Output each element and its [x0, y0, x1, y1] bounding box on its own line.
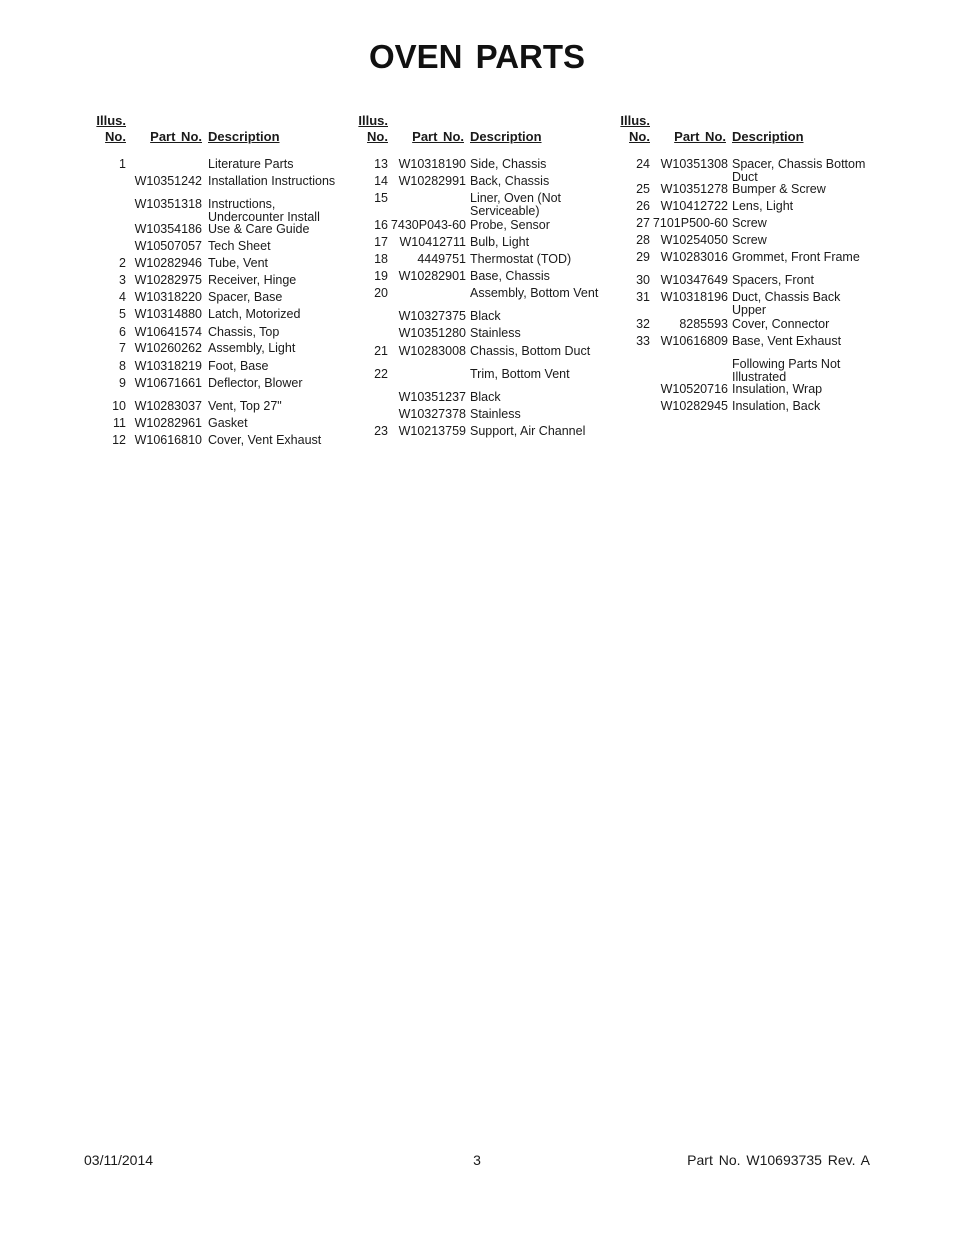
part-no-cell: W10283008 — [398, 344, 466, 358]
description-cell: Insulation, Back — [732, 399, 821, 413]
description-cell: Trim, Bottom Vent — [470, 367, 570, 381]
illus-header-line2: No. — [367, 129, 388, 144]
part-no-cell: W10351318 — [134, 197, 202, 211]
illus-no-cell: 10 — [112, 399, 126, 413]
part-no-cell: W10616810 — [134, 433, 202, 447]
description-cell: Stainless — [470, 407, 521, 421]
part-no-cell: W10318219 — [134, 359, 202, 373]
part-no-cell: W10283037 — [134, 399, 202, 413]
part-no-cell: W10507057 — [134, 239, 202, 253]
description-cell: Spacers, Front — [732, 273, 814, 287]
description-cell: Black — [470, 390, 501, 404]
illus-no-cell: 22 — [374, 367, 388, 381]
description-cell: Assembly, Bottom Vent — [470, 286, 599, 300]
part-no-cell: W10318190 — [398, 157, 466, 171]
illus-no-cell: 21 — [374, 344, 388, 358]
illus-no-cell: 17 — [374, 235, 388, 249]
part-no-cell: W10351308 — [660, 157, 728, 171]
part-no-cell: W10351242 — [134, 174, 202, 188]
description-cell: Duct, Chassis Back Upper — [732, 290, 841, 317]
illus-no-cell: 5 — [119, 307, 126, 321]
illus-no-cell: 32 — [636, 317, 650, 331]
part-no-cell: W10254050 — [660, 233, 728, 247]
part-no-cell: W10318220 — [134, 290, 202, 304]
part-no-cell: W10282901 — [398, 269, 466, 283]
part-no-cell: W10354186 — [134, 222, 202, 236]
description-cell: Literature Parts — [208, 157, 294, 171]
illus-no-cell: 31 — [636, 290, 650, 304]
illus-header-line2: No. — [105, 129, 126, 144]
description-cell: Deflector, Blower — [208, 376, 303, 390]
description-cell: Installation Instructions — [208, 174, 336, 188]
description-cell: Receiver, Hinge — [208, 273, 297, 287]
part-no-header: Part No. — [412, 129, 464, 144]
part-no-cell: W10412711 — [399, 235, 466, 249]
description-header: Description — [470, 129, 542, 144]
description-cell: Liner, Oven (Not Serviceable) — [470, 191, 562, 218]
illus-no-cell: 14 — [374, 174, 388, 188]
part-no-cell: W10616809 — [660, 334, 728, 348]
part-no-cell: W10282961 — [134, 416, 202, 430]
illus-header-line1: Illus. — [620, 113, 650, 128]
part-no-cell: 7101P500-60 — [652, 216, 728, 230]
description-cell: Cover, Connector — [732, 317, 830, 331]
part-no-cell: W10520716 — [660, 382, 728, 396]
description-cell: Support, Air Channel — [470, 424, 586, 438]
description-cell: Spacer, Chassis Bottom Duct — [732, 157, 866, 184]
part-no-cell: W10282991 — [398, 174, 466, 188]
part-no-cell: W10327378 — [398, 407, 466, 421]
part-no-cell: W10351280 — [398, 326, 466, 340]
illus-no-cell: 28 — [636, 233, 650, 247]
illus-no-cell: 30 — [636, 273, 650, 287]
illus-no-cell: 8 — [119, 359, 126, 373]
illus-no-header — [354, 113, 388, 145]
footer-date: 03/11/2014 — [84, 1152, 154, 1168]
description-cell: Following Parts Not Illustrated — [732, 357, 841, 384]
description-cell: Instructions, Undercounter Install — [208, 197, 320, 224]
part-no-cell: W10283016 — [660, 250, 728, 264]
illus-no-cell: 6 — [119, 325, 126, 339]
page-title: OVEN PARTS — [368, 38, 586, 75]
description-cell: Thermostat (TOD) — [470, 252, 572, 266]
part-no-cell: W10671661 — [134, 376, 202, 390]
description-cell: Chassis, Bottom Duct — [470, 344, 591, 358]
illus-no-cell: 25 — [636, 182, 650, 196]
illus-no-cell: 13 — [374, 157, 388, 171]
part-no-cell: W10351278 — [660, 182, 728, 196]
part-no-cell: W10318196 — [660, 290, 728, 304]
description-cell: Grommet, Front Frame — [732, 250, 860, 264]
description-cell: Assembly, Light — [208, 341, 296, 355]
part-no-cell: W10641574 — [134, 325, 202, 339]
illus-no-header — [616, 113, 650, 145]
description-header: Description — [208, 129, 280, 144]
illus-no-cell: 2 — [119, 256, 126, 270]
footer-part-number: Part No. W10693735 Rev. A — [687, 1152, 870, 1168]
illus-no-cell: 19 — [374, 269, 388, 283]
illus-no-cell: 11 — [113, 416, 126, 430]
part-no-cell: W10260262 — [134, 341, 202, 355]
part-no-header: Part No. — [150, 129, 202, 144]
illus-no-cell: 24 — [636, 157, 650, 171]
description-cell: Chassis, Top — [208, 325, 280, 339]
description-cell: Back, Chassis — [470, 174, 550, 188]
part-no-header: Part No. — [674, 129, 726, 144]
description-cell: Probe, Sensor — [470, 218, 550, 232]
part-no-cell: W10327375 — [398, 309, 466, 323]
description-cell: Tube, Vent — [208, 256, 268, 270]
description-cell: Base, Chassis — [470, 269, 550, 283]
illus-no-cell: 27 — [636, 216, 650, 230]
part-no-cell: 4449751 — [417, 252, 466, 266]
description-cell: Bumper & Screw — [732, 182, 826, 196]
illus-no-cell: 3 — [119, 273, 126, 287]
description-cell: Foot, Base — [208, 359, 269, 373]
description-cell: Side, Chassis — [470, 157, 547, 171]
description-cell: Latch, Motorized — [208, 307, 301, 321]
description-cell: Screw — [732, 216, 767, 230]
illus-no-cell: 12 — [112, 433, 126, 447]
description-cell: Cover, Vent Exhaust — [208, 433, 322, 447]
description-cell: Stainless — [470, 326, 521, 340]
illus-no-cell: 29 — [636, 250, 650, 264]
part-no-cell: 8285593 — [679, 317, 728, 331]
part-no-cell: W10351237 — [398, 390, 466, 404]
description-cell: Base, Vent Exhaust — [732, 334, 842, 348]
illus-no-cell: 15 — [374, 191, 388, 205]
description-cell: Tech Sheet — [208, 239, 271, 253]
illus-no-cell: 4 — [119, 290, 126, 304]
description-cell: Use & Care Guide — [208, 222, 310, 236]
part-no-cell: 7430P043-60 — [390, 218, 466, 232]
illus-no-cell: 16 — [374, 218, 388, 232]
part-no-cell: W10282975 — [134, 273, 202, 287]
illus-no-cell: 20 — [374, 286, 388, 300]
description-cell: Insulation, Wrap — [732, 382, 823, 396]
illus-header-line1: Illus. — [358, 113, 388, 128]
illus-no-cell: 26 — [636, 199, 650, 213]
description-cell: Spacer, Base — [208, 290, 283, 304]
illus-no-cell: 7 — [119, 341, 126, 355]
illus-header-line1: Illus. — [96, 113, 126, 128]
part-no-cell: W10213759 — [398, 424, 466, 438]
illus-no-cell: 9 — [119, 376, 126, 390]
illus-no-cell: 18 — [374, 252, 388, 266]
footer-page-number: 3 — [473, 1152, 481, 1168]
description-cell: Screw — [732, 233, 767, 247]
illus-header-line2: No. — [629, 129, 650, 144]
description-cell: Gasket — [208, 416, 248, 430]
illus-no-cell: 1 — [119, 157, 126, 171]
part-no-cell: W10412722 — [660, 199, 728, 213]
description-cell: Lens, Light — [732, 199, 794, 213]
description-cell: Black — [470, 309, 501, 323]
illus-no-cell: 33 — [636, 334, 650, 348]
description-header: Description — [732, 129, 804, 144]
part-no-cell: W10347649 — [660, 273, 728, 287]
description-cell: Bulb, Light — [470, 235, 530, 249]
part-no-cell: W10282946 — [134, 256, 202, 270]
description-cell: Vent, Top 27" — [208, 399, 282, 413]
part-no-cell: W10282945 — [660, 399, 728, 413]
illus-no-cell: 23 — [374, 424, 388, 438]
part-no-cell: W10314880 — [134, 307, 202, 321]
